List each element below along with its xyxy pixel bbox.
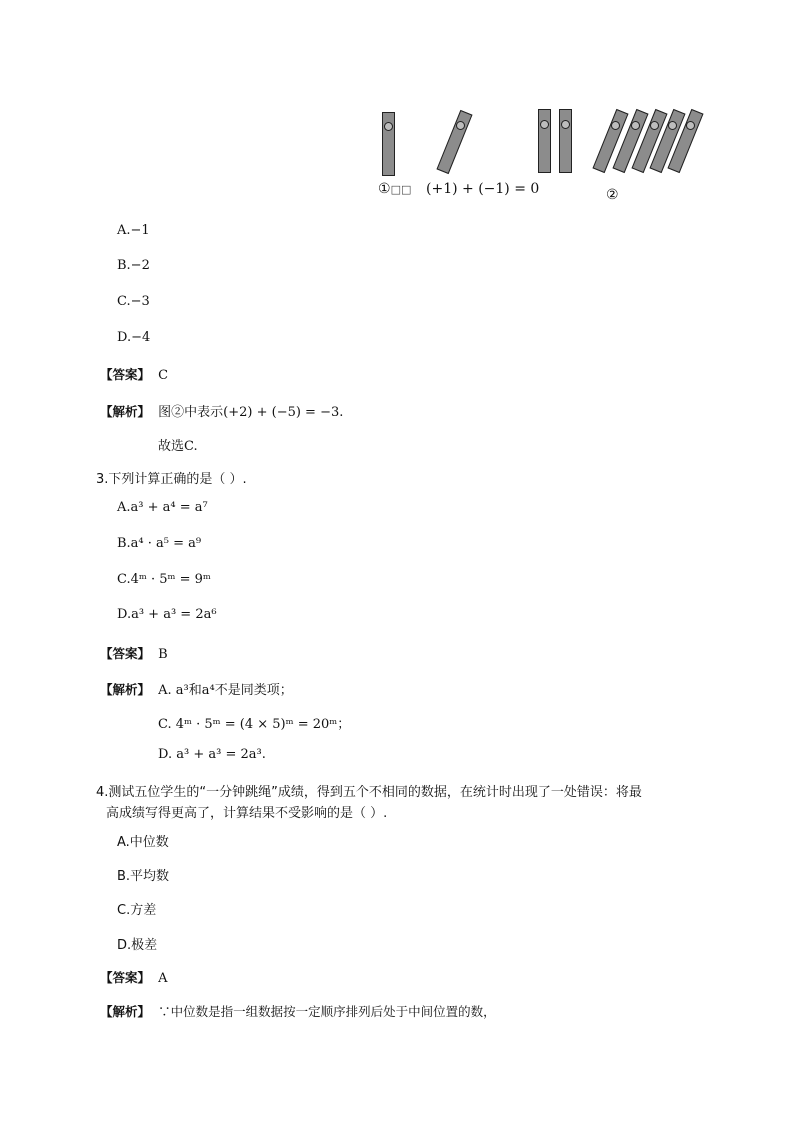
q4-option-a: A.中位数: [117, 835, 169, 850]
stick-hole: [561, 120, 570, 129]
answer-value: C: [158, 368, 169, 383]
analysis-line: A. a³和a⁴不是同类项；: [158, 683, 293, 698]
q3-option-c: C.4ᵐ · 5ᵐ = 9ᵐ: [117, 572, 211, 587]
analysis-tag: 【解析】: [100, 404, 151, 419]
stick-hole: [686, 121, 695, 130]
q3-option-a: A.a³ + a⁴ = a⁷: [117, 500, 208, 515]
q4-option-c: C.方差: [117, 903, 157, 918]
stick-hole: [631, 121, 640, 130]
stick-hole: [384, 122, 393, 131]
q2-option-b: B.−2: [117, 258, 150, 273]
stick-positive: [538, 109, 551, 173]
analysis-tag: 【解析】: [100, 682, 151, 697]
q2-option-d: D.−4: [117, 330, 151, 345]
q4-stem: 4.测试五位学生的“一分钟跳绳”成绩，得到五个不相同的数据，在统计时出现了一处错误：将最: [96, 785, 642, 800]
answer-value: B: [158, 647, 168, 662]
analysis-line: D. a³ + a³ = 2a³.: [158, 747, 266, 762]
analysis-line: C. 4ᵐ · 5ᵐ = (4 × 5)ᵐ = 20ᵐ；: [158, 717, 351, 732]
q3-stem: 3.下列计算正确的是（ ）.: [96, 472, 247, 487]
figure1-placeholder: □□: [390, 183, 412, 196]
stick-hole: [668, 121, 677, 130]
answer-value: A: [158, 971, 168, 986]
stick-hole: [650, 121, 659, 130]
analysis-line: ∵中位数是指一组数据按一定顺序排列后处于中间位置的数，: [158, 1004, 496, 1019]
stick-figure: [0, 0, 794, 230]
q3-option-d: D.a³ + a³ = 2a⁶: [117, 607, 217, 622]
stick-hole: [611, 121, 620, 130]
stick-negative: [436, 110, 472, 174]
figure1-expression: (+1) + (−1) = 0: [426, 181, 540, 197]
analysis-tag: 【解析】: [100, 1004, 151, 1019]
q2-option-a: A.−1: [117, 223, 150, 238]
analysis-line: 故选C.: [158, 439, 198, 454]
q4-stem: 高成绩写得更高了，计算结果不受影响的是（ ）.: [106, 806, 388, 821]
figure1-label: ①: [378, 181, 391, 197]
answer-tag: 【答案】: [100, 367, 151, 382]
q2-option-c: C.−3: [117, 294, 150, 309]
stick-hole: [456, 121, 465, 130]
q4-option-b: B.平均数: [117, 869, 170, 884]
analysis-line: 图②中表示(+2) + (−5) = −3.: [158, 405, 344, 420]
q3-option-b: B.a⁴ · a⁵ = a⁹: [117, 536, 202, 551]
stick-hole: [540, 120, 549, 129]
stick-positive: [559, 109, 572, 173]
q4-option-d: D.极差: [117, 938, 158, 953]
answer-tag: 【答案】: [100, 646, 151, 661]
answer-tag: 【答案】: [100, 970, 151, 985]
figure2-label: ②: [606, 187, 619, 203]
